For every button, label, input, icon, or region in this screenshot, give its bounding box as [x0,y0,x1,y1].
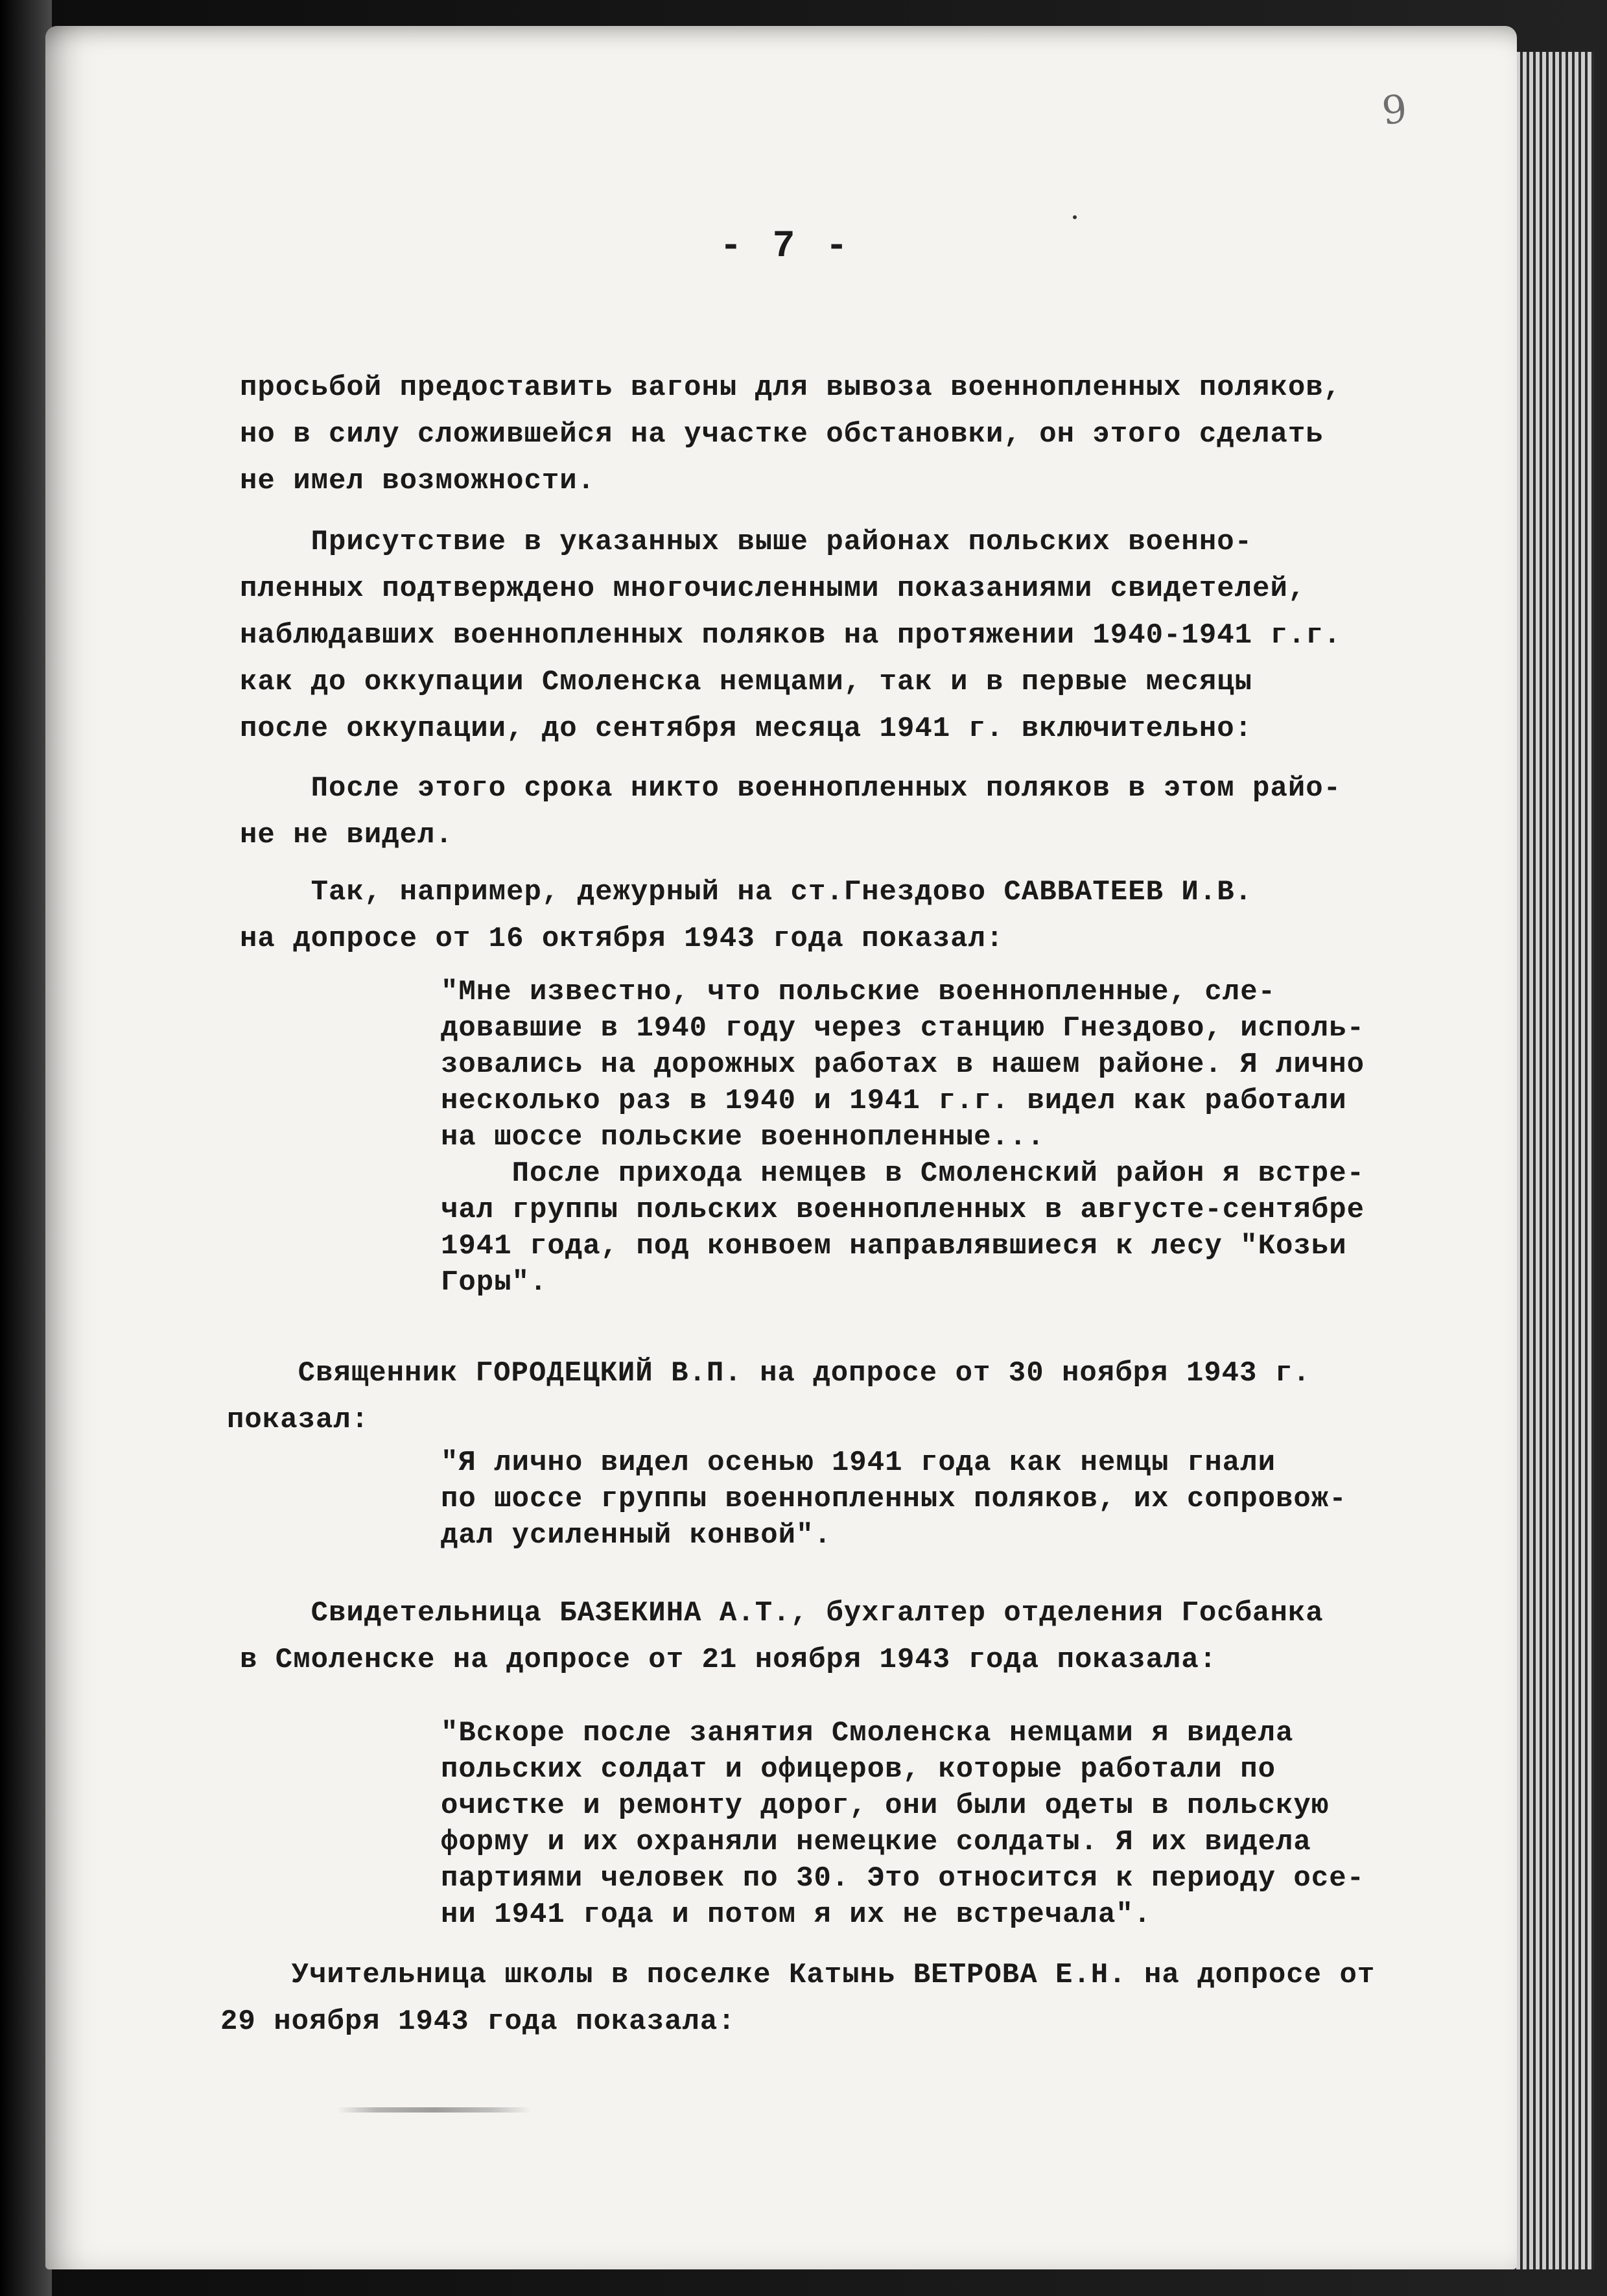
paragraph-5: Священник ГОРОДЕЦКИЙ В.П. на допросе от 30 ноября 1943 г. показал: [227,1357,1311,1436]
document-page [45,26,1517,2269]
paragraph-7: Учительница школы в поселке Катынь ВЕТРОВА Е.Н. на допросе от 29 ноября 1943 года показала: [220,1959,1376,2038]
ink-speck [1073,215,1077,219]
paragraph-4: Так, например, дежурный на ст.Гнездово САВВАТЕЕВ И.В. на допросе от 16 октября 1943 года показал: [240,876,1253,955]
quote-savvateev: "Мне известно, что польские военнопленные, сле- довавшие в 1940 году через станцию Гнездово, исполь- зовались на дорожных работах в нашем районе. Я лично несколько раз в 1940 и 1941 г.г. видел как работали на шоссе польские военнопленные... После прихода немцев в Смоленский район я встре- чал группы польских военнопленных в августе-сентябре 1941 года, под конвоем направлявшиеся к лесу "Козьи Горы". [441,976,1365,1299]
book-binding [0,0,52,2296]
page-number: - 7 - [720,226,852,268]
archive-page-number: 9 [1379,86,1409,134]
paragraph-2: Присутствие в указанных выше районах польских военно- пленных подтверждено многочисленными показаниями свидетелей, наблюдавших военнопленных поляков на протяжении 1940-1941 г.г. как до оккупации Смоленска немцами, так и в первые месяцы после оккупации, до сентября месяца 1941 г. включительно: [240,526,1342,745]
paragraph-6: Свидетельница БАЗЕКИНА А.Т., бухгалтер отделения Госбанка в Смоленске на допросе от 21 ноября 1943 года показала: [240,1597,1324,1676]
paragraph-3: После этого срока никто военнопленных поляков в этом райо- не не видел. [240,772,1342,851]
quote-bazekina: "Вскоре после занятия Смоленска немцами я видела польских солдат и офицеров, которые работали по очистке и ремонту дорог, они были одеты в польскую форму и их охраняли немецкие солдаты. Я их видела партиями человек по 30. Это относится к периоду осе- ни 1941 года и потом я их не встречала". [441,1717,1365,1931]
paragraph-1: просьбой предоставить вагоны для вывоза военнопленных поляков, но в силу сложившейся на участке обстановки, он этого сделать не имел возможности. [240,372,1342,497]
quote-gorodetsky: "Я лично видел осенью 1941 года как немцы гнали по шоссе группы военнопленных поляков, их сопровож- дал усиленный конвой". [441,1447,1347,1552]
faint-underline-mark [337,2107,532,2113]
page-edges [1516,52,1594,2269]
